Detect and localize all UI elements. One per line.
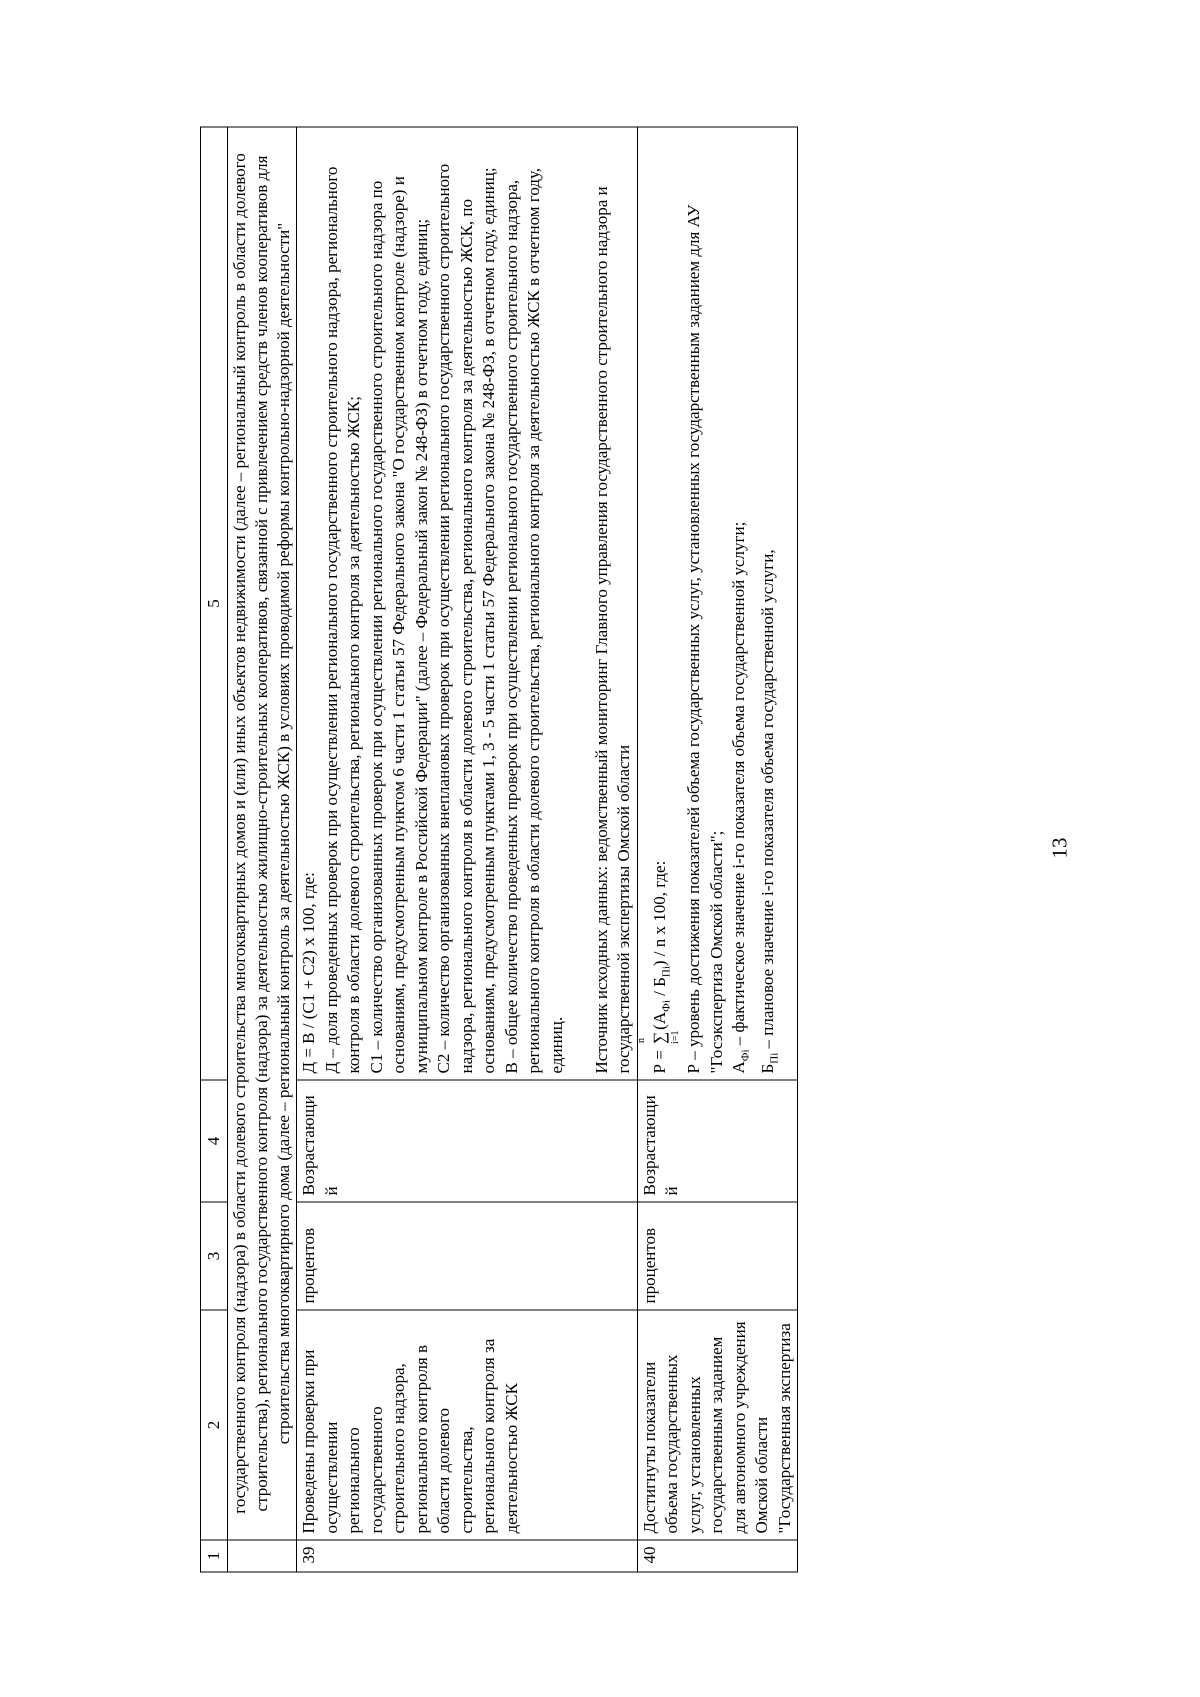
section-title: государственного контроля (надзора) в области долевого строительства многоквартирных домов и (или) иных объектов недвижимости (далее – региональный контроль в области долевого строительства), регионального государственного контроля (надзора) за деятельностью жилищно-строительных кооперативов, связанной с привлечением средств членов кооперативов для строительства многоквартирного дома (далее – региональный контроль за деятельностью ЖСК) в условиях проводимой реформы контрольно-надзорной деятельности" [228, 127, 297, 1540]
table-row-39 [297, 127, 638, 1572]
trend-cell: Возрастающий [297, 1080, 638, 1202]
header-col-4: 4 [201, 1080, 228, 1202]
definition-text: С1 – количество организованных проверок при осуществлении регионального государственного строительного надзора по основаниям, предусмотренным пунктом 6 части 1 статьи 57 Федерального закона "О государственном контроле (надзоре) и муниципальном контроле в Российской Федерации" (далее – Федеральный закон № 248-ФЗ) в отчетном году, единиц; [366, 176, 431, 1074]
paragraph-gap [568, 134, 591, 1074]
section-row [228, 127, 297, 1572]
definition-text: С2 – количество организованных внеплановых проверок при осуществлении регионального государственного строительного надзора, регионального контроля в области долевого строительства, регионального контроля за деятельностью ЖСК, по основаниям, предусмотренным пунктами 1, 3 - 5 части 1 статьи 57 Федерального закона № 248-ФЗ, в отчетном году, единиц; [434, 163, 498, 1074]
table-row-40 [637, 127, 798, 1572]
sigma-symbol: n ∑ i=1 [635, 1030, 681, 1044]
indicators-table [200, 127, 798, 1573]
definition-text: Р – уровень достижения показателей объема государственных услуг, установленных государственным заданием для АУ "Госэкспертиза Омской области"; [684, 204, 726, 1074]
sum-formula: Р = n ∑ i=1 $(А_{Фi} / Б_{Пi})$ / n х 100, где: [635, 860, 681, 1074]
header-col-3: 3 [201, 1202, 228, 1310]
source-text: Источник исходных данных: ведомственный мониторинг Главного управления государственного строительного надзора и государственной экспертизы Омской области [591, 186, 633, 1074]
definition-text: $Б_{Пi}$ – плановое значение i-го показателя объема государственной услуги, [758, 549, 781, 1074]
indicator-name: Достигнуты показатели объема государственных услуг, установленных государственным заданием для автономного учреждения Омской области "Государственная экспертиза [637, 1310, 798, 1540]
definition-text: В – общее количество проведенных проверок при осуществлении регионального государственного строительного надзора, регионального контроля в области долевого строительства, регионального контроля за деятельностью ЖСК в отчетном году, единиц. [501, 167, 566, 1074]
definition-text: $А_{Фi}$ – фактическое значение i-го показателя объема государственной услуги; [729, 521, 752, 1074]
method-cell [637, 127, 798, 1080]
trend-cell: Возрастающий [637, 1080, 798, 1202]
header-col-1: 1 [201, 1540, 228, 1572]
row-number: 39 [297, 1540, 638, 1572]
unit-cell: процентов [297, 1202, 638, 1310]
row-number: 40 [637, 1540, 798, 1572]
definition-text: Д – доля проведенных проверок при осуществлении регионального государственного строительного надзора, регионального контроля в области долевого строительства, регионального контроля за деятельностью ЖСК; [321, 166, 363, 1074]
header-col-5: 5 [201, 127, 228, 1080]
rotated-table-container [200, 128, 1100, 1573]
page-number: 13 [1047, 837, 1072, 859]
unit-cell: процентов [637, 1202, 798, 1310]
method-cell [297, 127, 638, 1080]
section-empty-cell [228, 1540, 297, 1572]
formula-text: Д = В / (С1 + С2) х 100, где: [299, 872, 318, 1074]
indicator-name: Проведены проверки при осуществлении регионального государственного строительного надзора, регионального контроля в области долевого строительства, регионального контроля за деятельностью ЖСК [297, 1310, 638, 1540]
header-col-2: 2 [201, 1310, 228, 1540]
header-row [201, 127, 228, 1572]
